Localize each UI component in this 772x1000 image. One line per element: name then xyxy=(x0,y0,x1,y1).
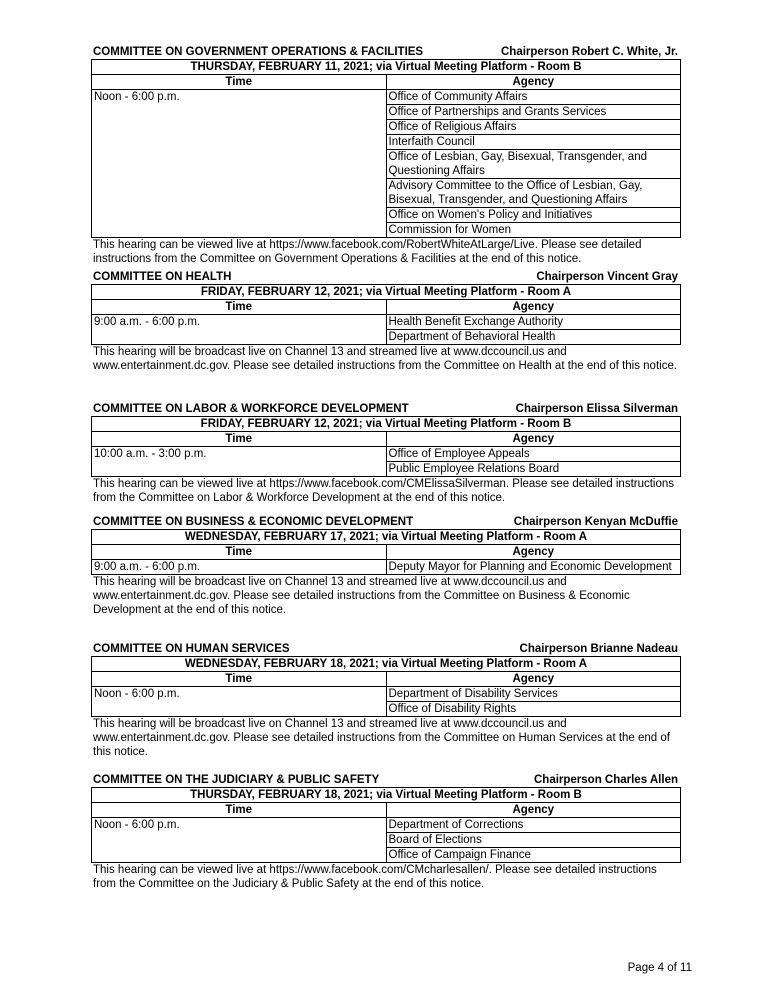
time-column-header: Time xyxy=(92,300,387,315)
committee-header xyxy=(91,45,681,59)
agency-cell: Office of Employee Appeals xyxy=(386,447,681,462)
broadcast-note: This hearing will be broadcast live on Channel 13 and streamed live at www.dccouncil.us and www.entertainment.dc.gov. Please see detailed instructions from the Committee on Human Services at the end of this notice. xyxy=(93,718,670,759)
committee-health xyxy=(91,270,681,373)
agency-column-header: Agency xyxy=(386,672,681,687)
hearing-time: Noon - 6:00 p.m. xyxy=(92,90,387,238)
hearing-time: 9:00 a.m. - 6:00 p.m. xyxy=(92,315,387,345)
hearing-schedule-table xyxy=(91,416,681,477)
agency-cell: Office of Religious Affairs xyxy=(386,120,681,135)
hearing-schedule-table xyxy=(91,529,681,575)
agency-cell: Office of Partnerships and Grants Services xyxy=(386,105,681,120)
committee-title: COMMITTEE ON HEALTH xyxy=(93,271,232,283)
time-column-header: Time xyxy=(92,803,387,818)
agency-cell: Office of Lesbian, Gay, Bisexual, Transgender, and Questioning Affairs xyxy=(386,150,681,179)
agency-column-header: Agency xyxy=(386,75,681,90)
hearing-schedule-table xyxy=(91,787,681,863)
hearing-time: 9:00 a.m. - 6:00 p.m. xyxy=(92,560,387,575)
committee-title: COMMITTEE ON GOVERNMENT OPERATIONS & FACILITIES xyxy=(93,46,424,58)
agency-cell: Office on Women's Policy and Initiatives xyxy=(386,208,681,223)
committee-header xyxy=(91,270,681,284)
agency-column-header: Agency xyxy=(386,803,681,818)
committee-header xyxy=(91,515,681,529)
committee-judiciary-public-safety xyxy=(91,773,681,891)
hearing-date: FRIDAY, FEBRUARY 12, 2021; via Virtual Meeting Platform - Room A xyxy=(92,285,681,300)
agency-cell: Commission for Women xyxy=(386,223,681,238)
committee-title: COMMITTEE ON BUSINESS & ECONOMIC DEVELOPMENT xyxy=(93,516,414,528)
committee-business-economic xyxy=(91,515,681,618)
agency-cell: Board of Elections xyxy=(386,833,681,848)
page-number: Page 4 of 11 xyxy=(627,962,692,974)
committee-title: COMMITTEE ON LABOR & WORKFORCE DEVELOPMENT xyxy=(93,403,409,415)
committee-government-operations xyxy=(91,45,681,266)
agency-cell: Deputy Mayor for Planning and Economic Development xyxy=(386,560,681,575)
committee-title: COMMITTEE ON HUMAN SERVICES xyxy=(93,643,290,655)
hearing-time: Noon - 6:00 p.m. xyxy=(92,687,387,717)
committee-header xyxy=(91,773,681,787)
agency-cell: Public Employee Relations Board xyxy=(386,462,681,477)
agency-column-header: Agency xyxy=(386,300,681,315)
agency-column-header: Agency xyxy=(386,545,681,560)
broadcast-note: This hearing will be broadcast live on Channel 13 and streamed live at www.dccouncil.us and www.entertainment.dc.gov. Please see detailed instructions from the Committee on Health at the end of this notice. xyxy=(93,346,678,373)
agency-cell: Health Benefit Exchange Authority xyxy=(386,315,681,330)
hearing-date: WEDNESDAY, FEBRUARY 17, 2021; via Virtual Meeting Platform - Room A xyxy=(92,530,681,545)
committee-header xyxy=(91,402,681,416)
agency-cell: Department of Behavioral Health xyxy=(386,330,681,345)
committee-chairperson: Chairperson Elissa Silverman xyxy=(515,403,678,415)
agency-cell: Office of Community Affairs xyxy=(386,90,681,105)
agency-cell: Department of Corrections xyxy=(386,818,681,833)
agency-cell: Advisory Committee to the Office of Lesbian, Gay, Bisexual, Transgender, and Questioning Affairs xyxy=(386,179,681,208)
committee-title: COMMITTEE ON THE JUDICIARY & PUBLIC SAFETY xyxy=(93,774,380,786)
hearing-time: Noon - 6:00 p.m. xyxy=(92,818,387,863)
agency-column-header: Agency xyxy=(386,432,681,447)
committee-chairperson: Chairperson Vincent Gray xyxy=(536,271,678,283)
broadcast-note: This hearing can be viewed live at https://www.facebook.com/RobertWhiteAtLarge/Live. Please see detailed instructions from the Committee on Government Operations & Facilities at the end of this notice. xyxy=(93,239,642,266)
committee-chairperson: Chairperson Kenyan McDuffie xyxy=(513,516,678,528)
hearing-date: THURSDAY, FEBRUARY 11, 2021; via Virtual Meeting Platform - Room B xyxy=(92,60,681,75)
agency-cell: Interfaith Council xyxy=(386,135,681,150)
broadcast-note: This hearing can be viewed live at https://www.facebook.com/CMcharlesallen/. Please see detailed instructions from the Committee on the Judiciary & Public Safety at the end of this notice. xyxy=(93,864,657,891)
committee-chairperson: Chairperson Robert C. White, Jr. xyxy=(501,46,678,58)
hearing-schedule-table xyxy=(91,656,681,717)
committee-chairperson: Chairperson Brianne Nadeau xyxy=(519,643,678,655)
agency-cell: Department of Disability Services xyxy=(386,687,681,702)
agency-cell: Office of Disability Rights xyxy=(386,702,681,717)
time-column-header: Time xyxy=(92,545,387,560)
broadcast-note: This hearing can be viewed live at https://www.facebook.com/CMElissaSilverman. Please see detailed instructions from the Committee on Labor & Workforce Development at the end of this notice. xyxy=(93,478,675,505)
committee-chairperson: Chairperson Charles Allen xyxy=(533,774,678,786)
hearing-date: THURSDAY, FEBRUARY 18, 2021; via Virtual Meeting Platform - Room B xyxy=(92,788,681,803)
time-column-header: Time xyxy=(92,432,387,447)
hearing-date: WEDNESDAY, FEBRUARY 18, 2021; via Virtual Meeting Platform - Room A xyxy=(92,657,681,672)
agency-cell: Office of Campaign Finance xyxy=(386,848,681,863)
hearing-schedule-table xyxy=(91,284,681,345)
broadcast-note: This hearing will be broadcast live on Channel 13 and streamed live at www.dccouncil.us and www.entertainment.dc.gov. Please see detailed instructions from the Committee on Business & Economic Development at the end of this notice. xyxy=(93,576,630,617)
time-column-header: Time xyxy=(92,672,387,687)
committee-labor-workforce xyxy=(91,402,681,505)
hearing-date: FRIDAY, FEBRUARY 12, 2021; via Virtual Meeting Platform - Room B xyxy=(92,417,681,432)
hearing-schedule-table xyxy=(91,59,681,238)
hearing-time: 10:00 a.m. - 3:00 p.m. xyxy=(92,447,387,477)
committee-human-services xyxy=(91,642,681,760)
time-column-header: Time xyxy=(92,75,387,90)
committee-header xyxy=(91,642,681,656)
